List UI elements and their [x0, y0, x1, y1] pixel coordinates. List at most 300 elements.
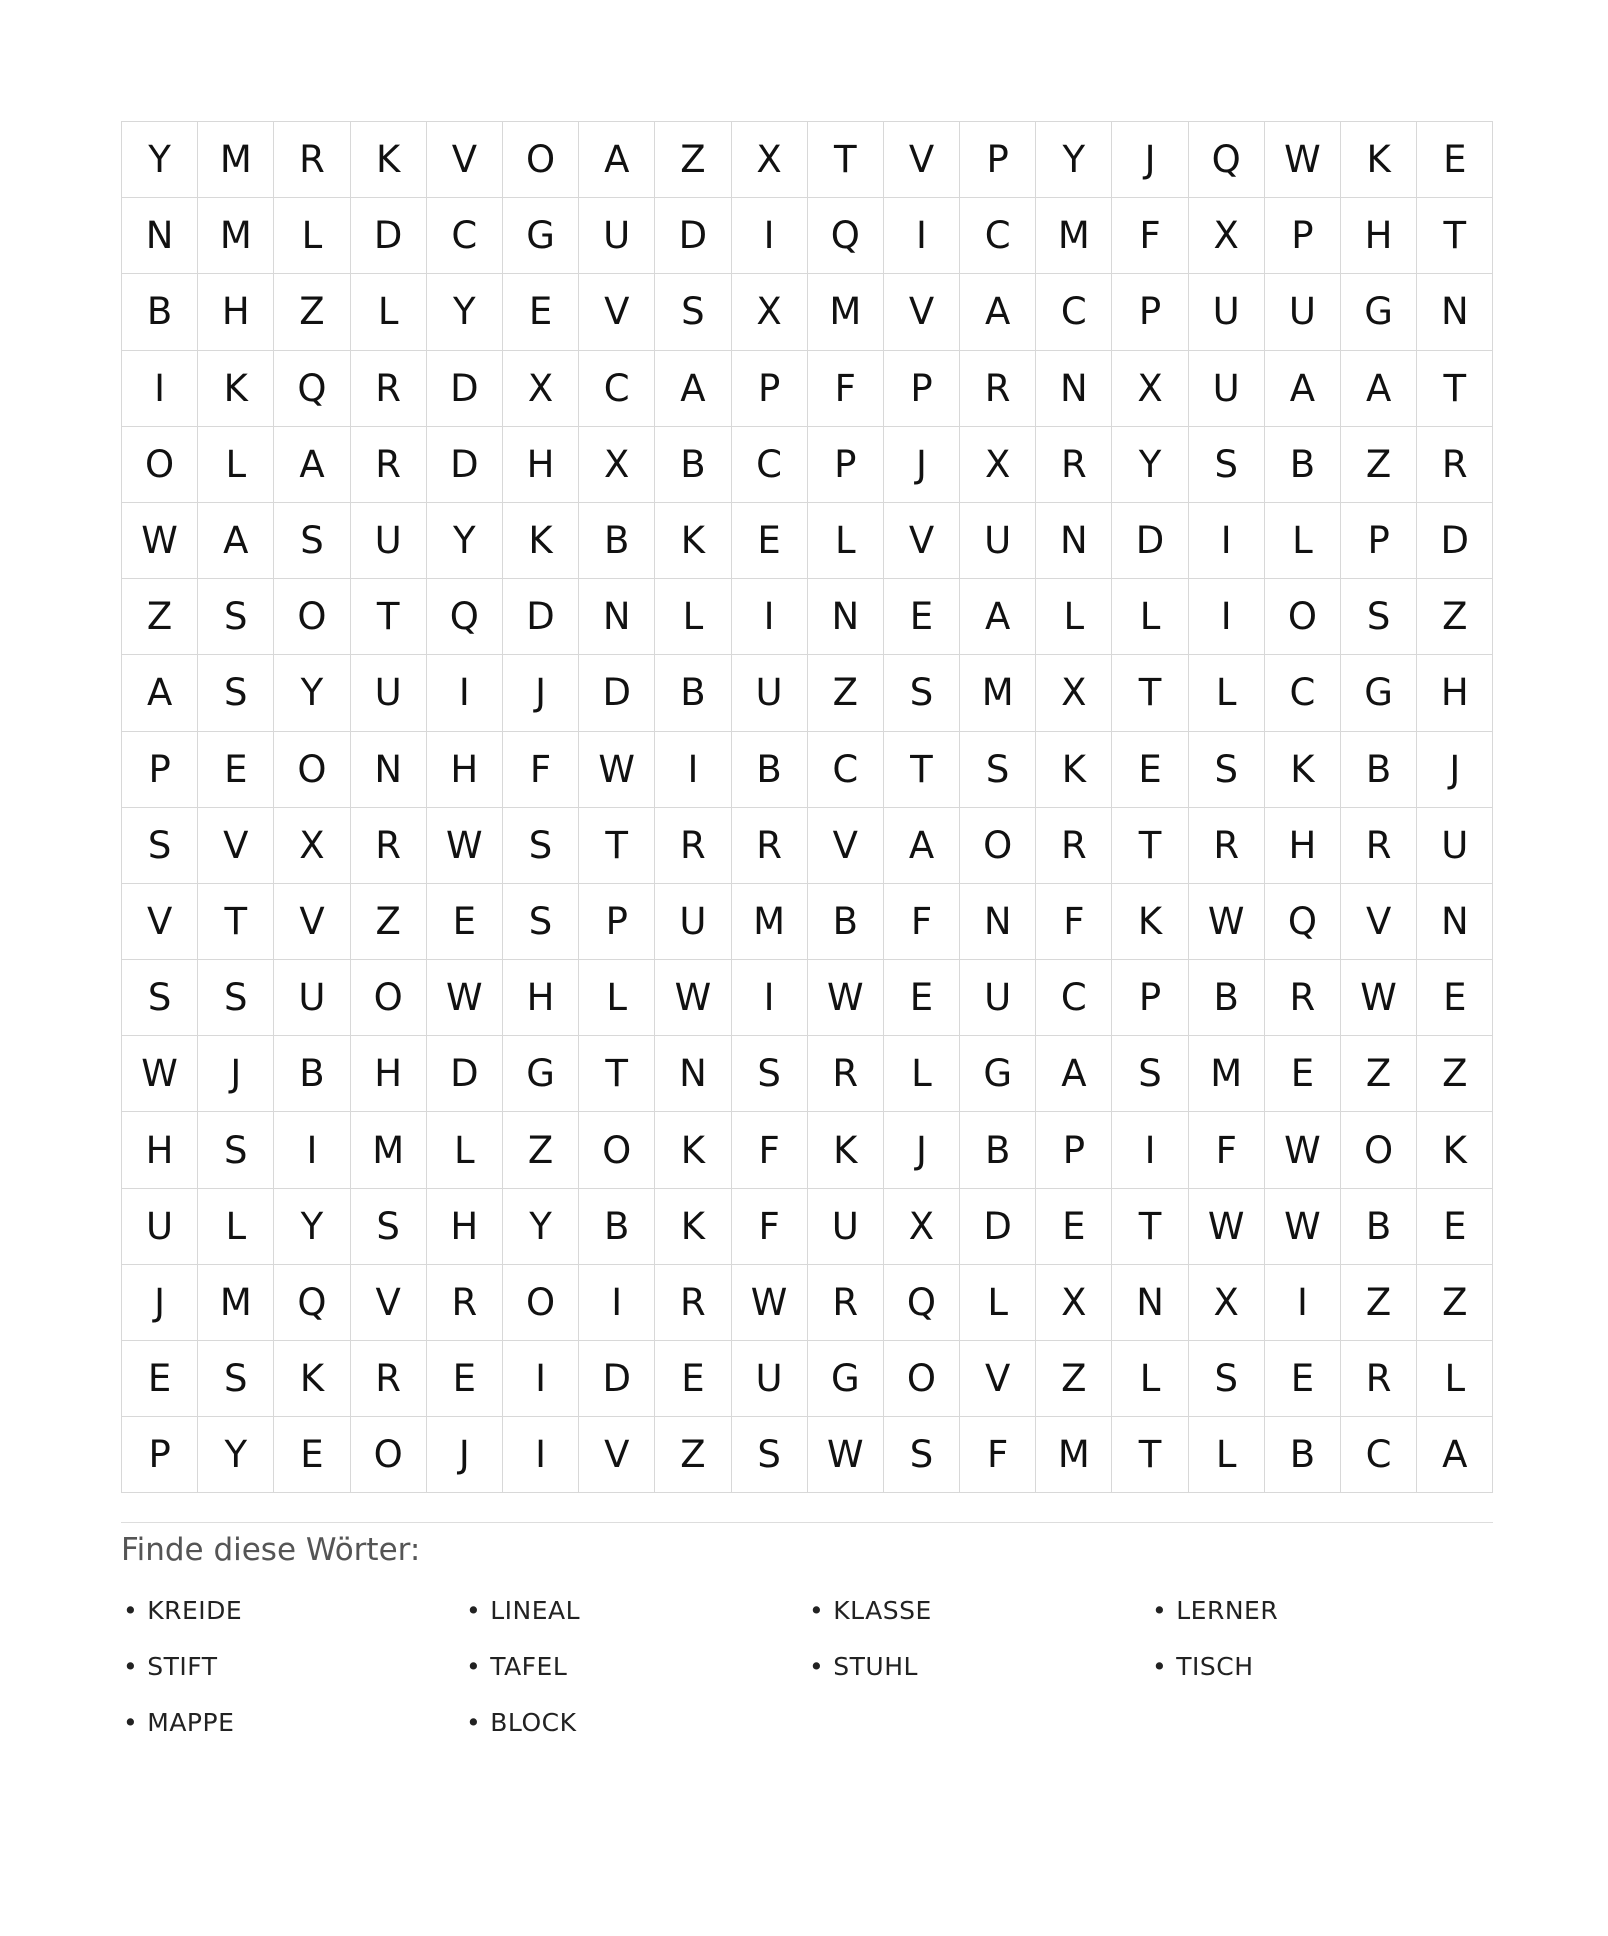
- grid-cell[interactable]: E: [198, 732, 274, 808]
- grid-cell[interactable]: H: [503, 960, 579, 1036]
- grid-cell[interactable]: W: [1189, 884, 1265, 960]
- grid-cell[interactable]: R: [351, 427, 427, 503]
- grid-cell[interactable]: C: [808, 732, 884, 808]
- grid-cell[interactable]: E: [274, 1417, 350, 1493]
- grid-cell[interactable]: S: [198, 579, 274, 655]
- grid-cell[interactable]: U: [1189, 274, 1265, 350]
- grid-cell[interactable]: B: [122, 274, 198, 350]
- grid-cell[interactable]: R: [808, 1036, 884, 1112]
- grid-cell[interactable]: K: [1265, 732, 1341, 808]
- grid-cell[interactable]: S: [1189, 427, 1265, 503]
- grid-cell[interactable]: D: [427, 351, 503, 427]
- grid-cell[interactable]: N: [122, 198, 198, 274]
- grid-cell[interactable]: X: [732, 274, 808, 350]
- grid-cell[interactable]: M: [198, 198, 274, 274]
- grid-cell[interactable]: N: [1112, 1265, 1188, 1341]
- grid-cell[interactable]: O: [503, 122, 579, 198]
- grid-cell[interactable]: M: [351, 1112, 427, 1188]
- grid-cell[interactable]: F: [1112, 198, 1188, 274]
- grid-cell[interactable]: S: [884, 1417, 960, 1493]
- grid-cell[interactable]: H: [1341, 198, 1417, 274]
- grid-cell[interactable]: L: [1189, 655, 1265, 731]
- grid-cell[interactable]: L: [1112, 1341, 1188, 1417]
- grid-cell[interactable]: S: [198, 655, 274, 731]
- grid-cell[interactable]: M: [1036, 198, 1112, 274]
- grid-cell[interactable]: A: [198, 503, 274, 579]
- grid-cell[interactable]: J: [503, 655, 579, 731]
- grid-cell[interactable]: X: [884, 1189, 960, 1265]
- grid-cell[interactable]: P: [1112, 960, 1188, 1036]
- grid-cell[interactable]: J: [427, 1417, 503, 1493]
- grid-cell[interactable]: V: [351, 1265, 427, 1341]
- grid-cell[interactable]: C: [960, 198, 1036, 274]
- grid-cell[interactable]: L: [655, 579, 731, 655]
- grid-cell[interactable]: F: [732, 1189, 808, 1265]
- grid-cell[interactable]: O: [1341, 1112, 1417, 1188]
- grid-cell[interactable]: N: [808, 579, 884, 655]
- grid-cell[interactable]: I: [732, 960, 808, 1036]
- grid-cell[interactable]: C: [1036, 274, 1112, 350]
- grid-cell[interactable]: I: [1265, 1265, 1341, 1341]
- grid-cell[interactable]: U: [1189, 351, 1265, 427]
- grid-cell[interactable]: Q: [274, 1265, 350, 1341]
- grid-cell[interactable]: M: [198, 1265, 274, 1341]
- grid-cell[interactable]: A: [1417, 1417, 1493, 1493]
- grid-cell[interactable]: V: [198, 808, 274, 884]
- grid-cell[interactable]: D: [1112, 503, 1188, 579]
- grid-cell[interactable]: V: [884, 122, 960, 198]
- grid-cell[interactable]: R: [1341, 808, 1417, 884]
- grid-cell[interactable]: U: [655, 884, 731, 960]
- grid-cell[interactable]: A: [579, 122, 655, 198]
- grid-cell[interactable]: U: [351, 503, 427, 579]
- grid-cell[interactable]: A: [1036, 1036, 1112, 1112]
- grid-cell[interactable]: D: [655, 198, 731, 274]
- grid-cell[interactable]: K: [274, 1341, 350, 1417]
- grid-cell[interactable]: R: [732, 808, 808, 884]
- grid-cell[interactable]: I: [884, 198, 960, 274]
- grid-cell[interactable]: C: [1036, 960, 1112, 1036]
- grid-cell[interactable]: A: [960, 274, 1036, 350]
- grid-cell[interactable]: N: [579, 579, 655, 655]
- grid-cell[interactable]: K: [1112, 884, 1188, 960]
- grid-cell[interactable]: L: [427, 1112, 503, 1188]
- grid-cell[interactable]: A: [884, 808, 960, 884]
- grid-cell[interactable]: S: [351, 1189, 427, 1265]
- grid-cell[interactable]: D: [579, 1341, 655, 1417]
- grid-cell[interactable]: U: [122, 1189, 198, 1265]
- grid-cell[interactable]: G: [808, 1341, 884, 1417]
- grid-cell[interactable]: E: [1265, 1036, 1341, 1112]
- grid-cell[interactable]: S: [1341, 579, 1417, 655]
- grid-cell[interactable]: N: [1036, 503, 1112, 579]
- grid-cell[interactable]: O: [351, 1417, 427, 1493]
- grid-cell[interactable]: S: [732, 1036, 808, 1112]
- grid-cell[interactable]: B: [579, 1189, 655, 1265]
- grid-cell[interactable]: R: [1265, 960, 1341, 1036]
- grid-cell[interactable]: H: [503, 427, 579, 503]
- grid-cell[interactable]: V: [122, 884, 198, 960]
- grid-cell[interactable]: I: [655, 732, 731, 808]
- grid-cell[interactable]: Y: [503, 1189, 579, 1265]
- grid-cell[interactable]: Z: [1341, 427, 1417, 503]
- grid-cell[interactable]: D: [351, 198, 427, 274]
- grid-cell[interactable]: A: [274, 427, 350, 503]
- grid-cell[interactable]: F: [503, 732, 579, 808]
- grid-cell[interactable]: B: [1341, 732, 1417, 808]
- grid-cell[interactable]: E: [884, 960, 960, 1036]
- grid-cell[interactable]: Z: [655, 1417, 731, 1493]
- grid-cell[interactable]: Y: [427, 503, 503, 579]
- grid-cell[interactable]: F: [1036, 884, 1112, 960]
- grid-cell[interactable]: H: [1265, 808, 1341, 884]
- grid-cell[interactable]: I: [579, 1265, 655, 1341]
- grid-cell[interactable]: W: [808, 960, 884, 1036]
- grid-cell[interactable]: P: [1036, 1112, 1112, 1188]
- grid-cell[interactable]: W: [655, 960, 731, 1036]
- grid-cell[interactable]: W: [122, 503, 198, 579]
- grid-cell[interactable]: U: [579, 198, 655, 274]
- grid-cell[interactable]: F: [808, 351, 884, 427]
- grid-cell[interactable]: Q: [884, 1265, 960, 1341]
- grid-cell[interactable]: X: [274, 808, 350, 884]
- grid-cell[interactable]: M: [960, 655, 1036, 731]
- grid-cell[interactable]: B: [960, 1112, 1036, 1188]
- grid-cell[interactable]: R: [274, 122, 350, 198]
- grid-cell[interactable]: E: [122, 1341, 198, 1417]
- grid-cell[interactable]: X: [1112, 351, 1188, 427]
- grid-cell[interactable]: V: [274, 884, 350, 960]
- grid-cell[interactable]: V: [884, 503, 960, 579]
- grid-cell[interactable]: Z: [1417, 579, 1493, 655]
- grid-cell[interactable]: D: [579, 655, 655, 731]
- grid-cell[interactable]: K: [655, 503, 731, 579]
- grid-cell[interactable]: V: [960, 1341, 1036, 1417]
- grid-cell[interactable]: P: [1341, 503, 1417, 579]
- grid-cell[interactable]: X: [1036, 1265, 1112, 1341]
- grid-cell[interactable]: P: [808, 427, 884, 503]
- grid-cell[interactable]: K: [351, 122, 427, 198]
- grid-cell[interactable]: B: [655, 427, 731, 503]
- grid-cell[interactable]: A: [960, 579, 1036, 655]
- grid-cell[interactable]: E: [1265, 1341, 1341, 1417]
- grid-cell[interactable]: J: [198, 1036, 274, 1112]
- grid-cell[interactable]: G: [1341, 655, 1417, 731]
- grid-cell[interactable]: U: [1417, 808, 1493, 884]
- grid-cell[interactable]: I: [122, 351, 198, 427]
- grid-cell[interactable]: Q: [1189, 122, 1265, 198]
- grid-cell[interactable]: B: [732, 732, 808, 808]
- grid-cell[interactable]: S: [884, 655, 960, 731]
- grid-cell[interactable]: B: [1265, 1417, 1341, 1493]
- grid-cell[interactable]: D: [427, 1036, 503, 1112]
- grid-cell[interactable]: I: [503, 1417, 579, 1493]
- grid-cell[interactable]: U: [1265, 274, 1341, 350]
- grid-cell[interactable]: H: [351, 1036, 427, 1112]
- grid-cell[interactable]: S: [198, 1112, 274, 1188]
- grid-cell[interactable]: J: [1417, 732, 1493, 808]
- grid-cell[interactable]: B: [579, 503, 655, 579]
- grid-cell[interactable]: L: [351, 274, 427, 350]
- grid-cell[interactable]: V: [884, 274, 960, 350]
- grid-cell[interactable]: O: [1265, 579, 1341, 655]
- grid-cell[interactable]: A: [1265, 351, 1341, 427]
- grid-cell[interactable]: S: [122, 960, 198, 1036]
- grid-cell[interactable]: Z: [808, 655, 884, 731]
- grid-cell[interactable]: T: [1112, 1189, 1188, 1265]
- grid-cell[interactable]: Q: [1265, 884, 1341, 960]
- grid-cell[interactable]: L: [960, 1265, 1036, 1341]
- grid-cell[interactable]: D: [503, 579, 579, 655]
- grid-cell[interactable]: V: [579, 274, 655, 350]
- grid-cell[interactable]: Z: [503, 1112, 579, 1188]
- grid-cell[interactable]: P: [122, 1417, 198, 1493]
- grid-cell[interactable]: D: [1417, 503, 1493, 579]
- grid-cell[interactable]: R: [351, 351, 427, 427]
- grid-cell[interactable]: T: [579, 808, 655, 884]
- grid-cell[interactable]: U: [274, 960, 350, 1036]
- grid-cell[interactable]: S: [1189, 732, 1265, 808]
- grid-cell[interactable]: S: [732, 1417, 808, 1493]
- grid-cell[interactable]: K: [655, 1112, 731, 1188]
- grid-cell[interactable]: V: [427, 122, 503, 198]
- grid-cell[interactable]: Y: [274, 1189, 350, 1265]
- grid-cell[interactable]: O: [351, 960, 427, 1036]
- grid-cell[interactable]: F: [884, 884, 960, 960]
- grid-cell[interactable]: W: [427, 808, 503, 884]
- grid-cell[interactable]: R: [351, 1341, 427, 1417]
- grid-cell[interactable]: K: [1341, 122, 1417, 198]
- grid-cell[interactable]: M: [808, 274, 884, 350]
- grid-cell[interactable]: Z: [1417, 1265, 1493, 1341]
- grid-cell[interactable]: L: [1265, 503, 1341, 579]
- grid-cell[interactable]: T: [884, 732, 960, 808]
- grid-cell[interactable]: W: [1189, 1189, 1265, 1265]
- grid-cell[interactable]: J: [122, 1265, 198, 1341]
- grid-cell[interactable]: P: [1112, 274, 1188, 350]
- grid-cell[interactable]: R: [1417, 427, 1493, 503]
- grid-cell[interactable]: H: [427, 732, 503, 808]
- grid-cell[interactable]: M: [198, 122, 274, 198]
- grid-cell[interactable]: X: [732, 122, 808, 198]
- grid-cell[interactable]: F: [732, 1112, 808, 1188]
- grid-cell[interactable]: R: [1341, 1341, 1417, 1417]
- grid-cell[interactable]: R: [655, 1265, 731, 1341]
- grid-cell[interactable]: L: [808, 503, 884, 579]
- grid-cell[interactable]: E: [1112, 732, 1188, 808]
- grid-cell[interactable]: B: [808, 884, 884, 960]
- grid-cell[interactable]: F: [1189, 1112, 1265, 1188]
- grid-cell[interactable]: W: [1265, 1189, 1341, 1265]
- grid-cell[interactable]: L: [198, 1189, 274, 1265]
- grid-cell[interactable]: R: [960, 351, 1036, 427]
- grid-cell[interactable]: Z: [1341, 1036, 1417, 1112]
- grid-cell[interactable]: S: [1112, 1036, 1188, 1112]
- grid-cell[interactable]: E: [732, 503, 808, 579]
- grid-cell[interactable]: Y: [274, 655, 350, 731]
- grid-cell[interactable]: I: [427, 655, 503, 731]
- grid-cell[interactable]: Y: [122, 122, 198, 198]
- grid-cell[interactable]: T: [808, 122, 884, 198]
- grid-cell[interactable]: S: [198, 960, 274, 1036]
- grid-cell[interactable]: H: [122, 1112, 198, 1188]
- grid-cell[interactable]: Q: [427, 579, 503, 655]
- grid-cell[interactable]: R: [1036, 427, 1112, 503]
- grid-cell[interactable]: E: [655, 1341, 731, 1417]
- grid-cell[interactable]: W: [1265, 122, 1341, 198]
- grid-cell[interactable]: D: [960, 1189, 1036, 1265]
- grid-cell[interactable]: E: [1417, 960, 1493, 1036]
- grid-cell[interactable]: K: [808, 1112, 884, 1188]
- grid-cell[interactable]: G: [1341, 274, 1417, 350]
- grid-cell[interactable]: C: [579, 351, 655, 427]
- grid-cell[interactable]: H: [1417, 655, 1493, 731]
- grid-cell[interactable]: P: [884, 351, 960, 427]
- grid-cell[interactable]: T: [579, 1036, 655, 1112]
- grid-cell[interactable]: R: [1189, 808, 1265, 884]
- grid-cell[interactable]: E: [1417, 122, 1493, 198]
- grid-cell[interactable]: L: [1036, 579, 1112, 655]
- grid-cell[interactable]: T: [1112, 808, 1188, 884]
- grid-cell[interactable]: L: [1417, 1341, 1493, 1417]
- grid-cell[interactable]: J: [884, 427, 960, 503]
- grid-cell[interactable]: C: [1341, 1417, 1417, 1493]
- grid-cell[interactable]: S: [503, 884, 579, 960]
- grid-cell[interactable]: Y: [1036, 122, 1112, 198]
- grid-cell[interactable]: O: [503, 1265, 579, 1341]
- grid-cell[interactable]: U: [960, 960, 1036, 1036]
- grid-cell[interactable]: Z: [1036, 1341, 1112, 1417]
- grid-cell[interactable]: S: [1189, 1341, 1265, 1417]
- grid-cell[interactable]: S: [503, 808, 579, 884]
- grid-cell[interactable]: P: [960, 122, 1036, 198]
- grid-cell[interactable]: W: [732, 1265, 808, 1341]
- grid-cell[interactable]: N: [1036, 351, 1112, 427]
- grid-cell[interactable]: Z: [122, 579, 198, 655]
- grid-cell[interactable]: B: [1265, 427, 1341, 503]
- grid-cell[interactable]: U: [732, 655, 808, 731]
- grid-cell[interactable]: Z: [274, 274, 350, 350]
- grid-cell[interactable]: O: [122, 427, 198, 503]
- grid-cell[interactable]: V: [579, 1417, 655, 1493]
- grid-cell[interactable]: F: [960, 1417, 1036, 1493]
- grid-cell[interactable]: I: [1189, 579, 1265, 655]
- grid-cell[interactable]: X: [503, 351, 579, 427]
- grid-cell[interactable]: V: [1341, 884, 1417, 960]
- grid-cell[interactable]: O: [274, 579, 350, 655]
- grid-cell[interactable]: P: [579, 884, 655, 960]
- grid-cell[interactable]: W: [1265, 1112, 1341, 1188]
- grid-cell[interactable]: C: [1265, 655, 1341, 731]
- grid-cell[interactable]: R: [808, 1265, 884, 1341]
- grid-cell[interactable]: P: [732, 351, 808, 427]
- grid-cell[interactable]: N: [655, 1036, 731, 1112]
- grid-cell[interactable]: K: [655, 1189, 731, 1265]
- grid-cell[interactable]: I: [1112, 1112, 1188, 1188]
- grid-cell[interactable]: Z: [1417, 1036, 1493, 1112]
- grid-cell[interactable]: G: [503, 1036, 579, 1112]
- grid-cell[interactable]: S: [960, 732, 1036, 808]
- grid-cell[interactable]: A: [1341, 351, 1417, 427]
- grid-cell[interactable]: U: [808, 1189, 884, 1265]
- grid-cell[interactable]: K: [503, 503, 579, 579]
- grid-cell[interactable]: E: [884, 579, 960, 655]
- grid-cell[interactable]: O: [274, 732, 350, 808]
- grid-cell[interactable]: C: [427, 198, 503, 274]
- grid-cell[interactable]: Y: [1112, 427, 1188, 503]
- grid-cell[interactable]: E: [427, 884, 503, 960]
- grid-cell[interactable]: I: [732, 198, 808, 274]
- grid-cell[interactable]: I: [503, 1341, 579, 1417]
- grid-cell[interactable]: A: [655, 351, 731, 427]
- grid-cell[interactable]: S: [274, 503, 350, 579]
- grid-cell[interactable]: K: [1417, 1112, 1493, 1188]
- grid-cell[interactable]: W: [579, 732, 655, 808]
- grid-cell[interactable]: L: [1112, 579, 1188, 655]
- grid-cell[interactable]: U: [351, 655, 427, 731]
- grid-cell[interactable]: V: [808, 808, 884, 884]
- grid-cell[interactable]: W: [1341, 960, 1417, 1036]
- grid-cell[interactable]: P: [1265, 198, 1341, 274]
- grid-cell[interactable]: D: [427, 427, 503, 503]
- grid-cell[interactable]: K: [1036, 732, 1112, 808]
- grid-cell[interactable]: Z: [351, 884, 427, 960]
- grid-cell[interactable]: L: [579, 960, 655, 1036]
- grid-cell[interactable]: R: [427, 1265, 503, 1341]
- grid-cell[interactable]: X: [1189, 1265, 1265, 1341]
- grid-cell[interactable]: E: [503, 274, 579, 350]
- grid-cell[interactable]: B: [1189, 960, 1265, 1036]
- grid-cell[interactable]: N: [1417, 274, 1493, 350]
- grid-cell[interactable]: E: [427, 1341, 503, 1417]
- grid-cell[interactable]: J: [884, 1112, 960, 1188]
- grid-cell[interactable]: T: [1112, 1417, 1188, 1493]
- grid-cell[interactable]: M: [1036, 1417, 1112, 1493]
- grid-cell[interactable]: I: [1189, 503, 1265, 579]
- grid-cell[interactable]: H: [198, 274, 274, 350]
- grid-cell[interactable]: A: [122, 655, 198, 731]
- grid-cell[interactable]: B: [655, 655, 731, 731]
- grid-cell[interactable]: U: [960, 503, 1036, 579]
- grid-cell[interactable]: T: [1417, 351, 1493, 427]
- grid-cell[interactable]: W: [808, 1417, 884, 1493]
- grid-cell[interactable]: R: [1036, 808, 1112, 884]
- grid-cell[interactable]: G: [503, 198, 579, 274]
- grid-cell[interactable]: S: [122, 808, 198, 884]
- grid-cell[interactable]: N: [351, 732, 427, 808]
- grid-cell[interactable]: T: [198, 884, 274, 960]
- grid-cell[interactable]: U: [732, 1341, 808, 1417]
- grid-cell[interactable]: L: [274, 198, 350, 274]
- grid-cell[interactable]: W: [122, 1036, 198, 1112]
- grid-cell[interactable]: X: [1189, 198, 1265, 274]
- grid-cell[interactable]: M: [1189, 1036, 1265, 1112]
- grid-cell[interactable]: Q: [274, 351, 350, 427]
- grid-cell[interactable]: W: [427, 960, 503, 1036]
- grid-cell[interactable]: T: [351, 579, 427, 655]
- grid-cell[interactable]: X: [1036, 655, 1112, 731]
- grid-cell[interactable]: G: [960, 1036, 1036, 1112]
- grid-cell[interactable]: I: [274, 1112, 350, 1188]
- grid-cell[interactable]: B: [274, 1036, 350, 1112]
- grid-cell[interactable]: E: [1036, 1189, 1112, 1265]
- grid-cell[interactable]: M: [732, 884, 808, 960]
- grid-cell[interactable]: P: [122, 732, 198, 808]
- grid-cell[interactable]: X: [960, 427, 1036, 503]
- grid-cell[interactable]: S: [198, 1341, 274, 1417]
- grid-cell[interactable]: H: [427, 1189, 503, 1265]
- grid-cell[interactable]: Y: [198, 1417, 274, 1493]
